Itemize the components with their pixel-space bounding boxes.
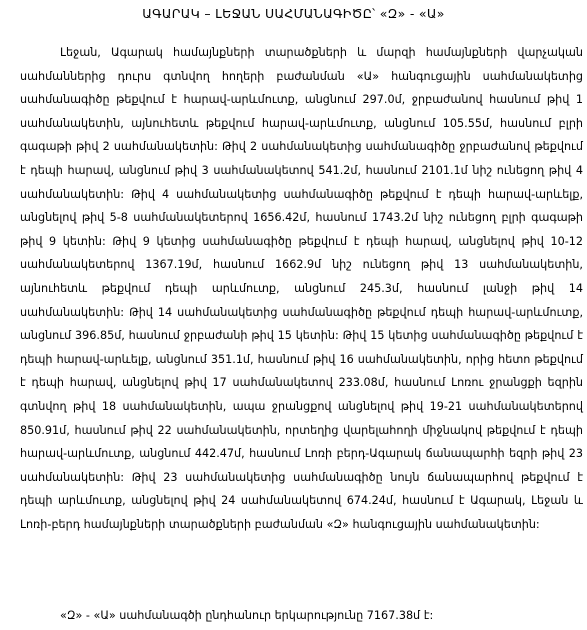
boundary-description-paragraph: Լեջան, Ագարակ համայնքների տարածքների և մարզի համայնքների վարչական սահմաններից դուրս գտնվող հողերի բաժանման «Ա» հանգուցային սահմանակետից սահմանագիծը թեքվում է հարավ-արևմուտք, անցնում 297.0մ, ջրբաժանով հասնում թիվ 1 սահմանակետին, այնուհետև թեքվում հարավ-արևմուտք, անցնում 105.55մ, հասնում բլրի գագաթի թիվ 2 սահմանակետին: Թիվ 2 սահմանակետից սահմանագիծը ջրբաժանով թեքվում է դեպի հարավ, անցնում թիվ 3 սահմանակետով 541.2մ, հասնում 2101.1մ նիշ ունեցող թիվ 4 սահմանակետին: Թիվ 4 սահմանակետից սահմանագիծը թեքվում է դեպի հարավ-արևելք, անցնելով թիվ 5-8 սահմանակետերով 1656.42մ, հասնում 1743.2մ նիշ ունեցող բլրի գագաթի թիվ 9 կետին: Թիվ 9 կետից սահմանագիծը թեքվում է դեպի հարավ, անցնելով թիվ 10-12 սահմանակետերով 1367.19մ, հասնում 1662.9մ նիշ ունեցող թիվ 13 սահմանակետին, այնուհետև թեքվում դեպի արևմուտք, անցնում 245.3մ, հասնում լանջի թիվ 14 սահմանակետին: Թիվ 14 սահմանակետից սահմանագիծը թեքվում դեպի հարավ-արևմուտք, անցնում 396.85մ, հասնում ջրբաժանի թիվ 15 կետին: Թիվ 15 կետից սահմանագիծը թեքվում է դեպի հարավ-արևելք, անցնում 351.1մ, հասնում թիվ 16 սահմանակետին, որից հետո թեքվում է դեպի հարավ, անցնելով թիվ 17 սահմանակետով 233.08մ, հասնում Լոռու ջրանցքի եզրին գտնվող թիվ 18 սահմանակետին, ապա ջրանցքով անցնելով թիվ 19-21 սահմանակետերով 850.91մ, հասնում թիվ 22 սահմանակետին, որտեղից վարելահողի միջնակով թեքվում է դեպի հարավ-արևմուտք, անցնում 442.47մ, հասնում Լոռի բերդ-Ագարակ ճանապարհի եզրի թիվ 23 սահմանակետին: Թիվ 23 սահմանակետից սահմանագիծը նույն ճանապարհով թեքվում է դեպի արևմուտք, անցնելով թիվ 24 սահմանակետով 674.24մ, հասնում է Ագարակ, Լեջան և Լոռի-բերդ համայնքների տարածքների բաժանման «Զ» հանգուցային սահմանակետին: — [20, 46, 583, 531]
document-heading: ԱԳԱՐԱԿ – ԼԵՋԱՆ ՍԱՀՄԱՆԱԳԻԾԸ՝ «Զ» - «Ա» — [142, 6, 445, 21]
total-length-line: «Զ» - «Ա» սահմանագծի ընդհանուր երկարությունը 7167.38մ է: — [60, 609, 434, 622]
